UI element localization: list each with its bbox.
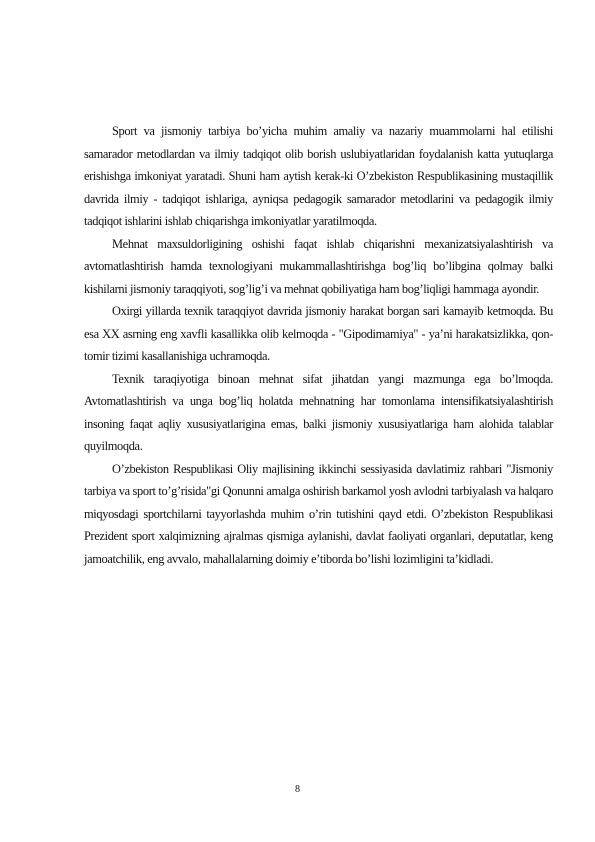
page-number: 8: [295, 784, 300, 795]
paragraph-sport-research: Sport va jismoniy tarbiya bo’yicha muhim amaliy va nazariy muammolarni hal etilishi samarador metodlardan va ilmiy tadqiqot olib borish uslubiyatlaridan foydalanish katta yutuqlarga erishishga imkoniyat yaratadi. Shuni ham aytish kerak-ki O’zbekiston Respublikasining mustaqillik davrida ilmiy - tadqiqot ishlariga, ayniqsa pedagogik samarador metodlarini va pedagogik ilmiy tadqiqot ishlarini ishlab chiqarishga imkoniyatlar yaratilmoqda.: [84, 124, 553, 228]
paragraph-labor-productivity: Mehnat maxsuldorligining oshishi faqat ishlab chiqarishni mexanizatsiyalashtirish va avtomatlashtirish hamda texnologiyani mukammallashtirishga bog’liq bo’libgina qolmay balki kishilarni jismoniy taraqqiyoti, sog’lig’i va mehnat qobiliyatiga ham bog’liqligi hammaga ayondir.: [84, 236, 553, 296]
paragraph-sport-law: O’zbekiston Respublikasi Oliy majlisining ikkinchi sessiyasida davlatimiz rahbari "Jismoniy tarbiya va sport to’g’risida"gi Qonunni amalga oshirish barkamol yosh avlodni tarbiyalash va halqaro miqyosdagi sportchilarni tayyorlashda muhim o’rin tutishini qayd etdi. O’zbekiston Respublikasi Prezident sport xalqimizning ajralmas qismiga aylanishi, davlat faoliyati organlari, deputatlar, keng jamoatchilik, eng avvalo, mahallalarning doimiy e’tiborda bo’lishi lozimligini ta’kidladi.: [84, 461, 553, 566]
paragraph-hypodynamia: Oxirgi yillarda texnik taraqqiyot davrida jismoniy harakat borgan sari kamayib ketmoqda. Bu esa XX asrning eng xavfli kasallikka olib kelmoqda - "Gipodimamiya" - ya’ni harakatsizlikka, qon-tomir tizimi kasallanishiga uchramoqda.: [84, 304, 553, 363]
document-body: [84, 120, 553, 570]
paragraph-technical-progress: Texnik taraqiyotiga binoan mehnat sifat jihatdan yangi mazmunga ega bo’lmoqda. Avtomatlashtirish va unga bog’liq holatda mehnatning har tomonlama intensifikatsiyalashtirish insoning faqat aqliy xususiyatlarigina emas, balki jismoniy xususiyatlariga ham alohida talablar quyilmoqda.: [84, 371, 553, 453]
